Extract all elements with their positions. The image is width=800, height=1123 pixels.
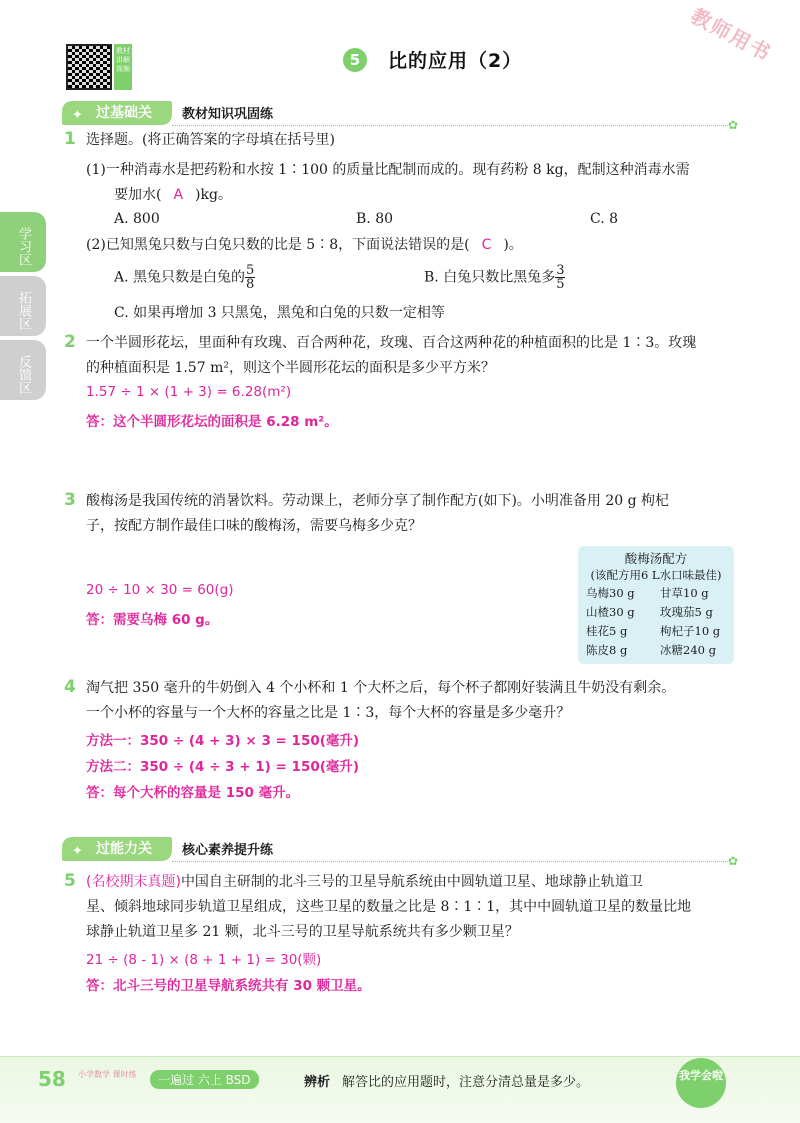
page-title: 比的应用（2） <box>388 50 523 72</box>
dotted-divider <box>172 125 728 126</box>
recipe-item: 玫瑰茄5 g <box>660 605 713 619</box>
question-text: 酸梅汤是我国传统的消暑饮料。劳动课上，老师分享了制作配方(如下)。小明准备用 20 g 枸杞 <box>86 493 670 509</box>
solution-calc: 1.57 ÷ 1 × (1 + 3) = 6.28(m²) <box>86 384 292 400</box>
option-c: C. 如果再增加 3 只黑兔，黑兔和白兔的只数一定相等 <box>114 305 445 321</box>
recipe-item: 陈皮8 g <box>586 643 628 657</box>
recipe-item: 乌梅30 g <box>586 586 635 600</box>
option-a: A. 黑兔只数是白兔的 $\frac{5}{8}$ <box>114 263 255 292</box>
sparkle-icon: ✦ <box>72 108 83 123</box>
mascot-badge: 我学会啦 <box>676 1058 726 1108</box>
question-text: 一个小杯的容量与一个大杯的容量之比是 1∶3，每个大杯的容量是多少毫升？ <box>86 705 571 721</box>
section-tag: ✦ 过能力关 <box>62 837 172 861</box>
option-a: A. 800 <box>114 211 160 227</box>
solution-answer: 答：每个大杯的容量是 150 毫升。 <box>86 785 300 801</box>
question-text: 一个半圆形花坛，里面种有玫瑰、百合两种花，玫瑰、百合这两种花的种植面积的比是 1∶3。玫瑰 <box>86 335 697 351</box>
section-banner-ability <box>62 837 738 868</box>
brand-label: 小学数学 课时练 <box>78 1070 137 1079</box>
solution-method-2: 方法二：350 ÷ (4 ÷ 3 + 1) = 150(毫升) <box>86 759 360 775</box>
recipe-item: 桂花5 g <box>586 624 628 638</box>
section-tag: ✦ 过基础关 <box>62 101 172 125</box>
recipe-item: 枸杞子10 g <box>660 624 721 638</box>
solution-calc: 21 ÷ (8 - 1) × (8 + 1 + 1) = 30(颗) <box>86 952 322 968</box>
side-tab-extend[interactable]: 拓展区 <box>0 276 46 336</box>
question-stem: 选择题。(将正确答案的字母填在括号里) <box>86 132 335 148</box>
option-b: B. 白兔只数比黑兔多 $\frac{3}{5}$ <box>424 263 565 292</box>
recipe-items <box>584 584 728 660</box>
question-text: 的种植面积是 1.57 m²，则这个半圆形花坛的面积是多少平方米？ <box>86 360 495 376</box>
qr-code[interactable] <box>66 44 112 90</box>
question-number: 3 <box>64 490 76 510</box>
qr-tag-label: 教材讲解视频 <box>114 44 132 90</box>
question-text: (2)已知黑兔只数与白兔只数的比是 5∶8，下面说法错误的是( C )。 <box>86 237 523 253</box>
solution-answer: 答：需要乌梅 60 g。 <box>86 612 219 628</box>
question-text: (1)一种消毒水是把药粉和水按 1∶100 的质量比配制而成的。现有药粉 8 kg，配制这种消毒水需 <box>86 162 690 178</box>
fraction: $\frac{3}{5}$ <box>556 263 565 292</box>
solution-answer: 答：北斗三号的卫星导航系统共有 30 颗卫星。 <box>86 978 371 994</box>
question-text: 淘气把 350 毫升的牛奶倒入 4 个小杯和 1 个大杯之后，每个杯子都刚好装满且牛奶没有剩余。 <box>86 680 676 696</box>
sparkle-icon: ✦ <box>72 844 83 859</box>
section-subtitle: 教材知识巩固练 <box>182 107 274 122</box>
section-subtitle: 核心素养提升练 <box>182 843 274 858</box>
lesson-number-badge: 5 <box>343 48 367 72</box>
answer-blank: C <box>481 237 492 253</box>
solution-method-1: 方法一：350 ÷ (4 + 3) × 3 = 150(毫升) <box>86 733 360 749</box>
solution-calc: 20 ÷ 10 × 30 = 60(g) <box>86 582 234 598</box>
clover-icon: ✿ <box>727 118 738 132</box>
source-tag: (名校期末真题) <box>86 874 181 890</box>
section-banner-basic <box>62 101 738 132</box>
question-text: (名校期末真题)中国自主研制的北斗三号的卫星导航系统由中圆轨道卫星、地球静止轨道卫 <box>86 874 643 890</box>
recipe-item: 冰糖240 g <box>660 643 716 657</box>
option-c: C. 8 <box>590 211 619 227</box>
fraction: $\frac{5}{8}$ <box>246 263 255 292</box>
solution-answer: 答：这个半圆形花坛的面积是 6.28 m²。 <box>86 414 338 430</box>
page-number: 58 <box>38 1067 66 1091</box>
recipe-note: (该配方用6 L水口味最佳) <box>590 568 722 582</box>
tip-label: 辨析 <box>304 1075 331 1090</box>
teacher-edition-watermark: 教师用书 <box>686 3 776 67</box>
clover-icon: ✿ <box>727 854 738 868</box>
side-tab-learn[interactable]: 学习区 <box>0 212 46 272</box>
tip-text: 解答比的应用题时，注意分清总量是多少。 <box>342 1075 590 1090</box>
recipe-item: 甘草10 g <box>660 586 709 600</box>
question-number: 2 <box>64 332 76 352</box>
answer-blank: A <box>173 187 184 203</box>
dotted-divider <box>172 861 728 862</box>
series-badge: 一遍过 六上 BSD <box>150 1070 259 1089</box>
recipe-box <box>578 546 734 664</box>
side-tab-feedback[interactable]: 反馈区 <box>0 340 46 400</box>
question-number: 1 <box>64 129 76 149</box>
recipe-item: 山楂30 g <box>586 605 635 619</box>
question-number: 4 <box>64 677 76 697</box>
question-number: 5 <box>64 871 76 891</box>
recipe-title: 酸梅汤配方 <box>624 551 688 566</box>
question-text: 要加水( A )kg。 <box>114 187 232 203</box>
question-text: 子，按配方制作最佳口味的酸梅汤，需要乌梅多少克？ <box>86 518 422 534</box>
question-text: 球静止轨道卫星多 21 颗，北斗三号的卫星导航系统共有多少颗卫星？ <box>86 924 519 940</box>
option-b: B. 80 <box>356 211 394 227</box>
question-text: 星、倾斜地球同步轨道卫星组成，这些卫星的数量之比是 8∶1∶1，其中中圆轨道卫星的数量比地 <box>86 899 692 915</box>
